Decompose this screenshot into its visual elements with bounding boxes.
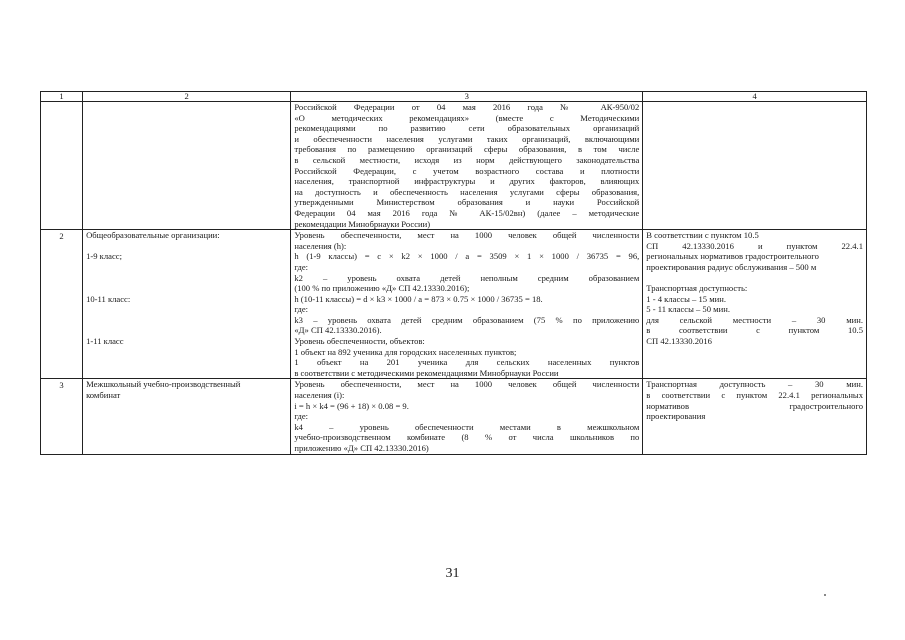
text-line: в сельской местности, исходя из норм действующего законодательства <box>294 154 640 165</box>
text-line: 1 объект на 201 ученика для сельских населенных пунктов <box>294 357 640 368</box>
row1-name-cell <box>83 102 291 230</box>
formula-line: h (1-9 классы) = c × k2 × 1000 / a = 3509 × 1 × 1000 / 36735 = 96, <box>294 251 640 262</box>
grade-1-9-label: 1-9 класс; <box>86 251 122 262</box>
formula-line: i = h × k4 = (96 + 18) × 0.08 = 9. <box>294 400 409 411</box>
text-line: «Д» СП 42.13330.2016). <box>294 325 382 336</box>
note-line: СП 42.13330.2016 <box>646 336 712 347</box>
page-number: 31 <box>445 566 460 581</box>
text-line: Российской Федерации от 04 мая 2016 года № АК-950/02 <box>294 102 640 112</box>
text-line: требования по размещению организаций сферы образования, в том числе <box>294 144 640 155</box>
note-line: в соответствии с пунктом 10.5 <box>646 325 863 336</box>
row2-note-cell <box>643 230 867 379</box>
text-line: где: <box>294 304 309 315</box>
row1-note-cell <box>643 102 867 230</box>
text-line: «О методических рекомендациях» (вместе с Методическими <box>294 112 640 123</box>
org-type-title: Общеобразовательные организации: <box>86 230 220 241</box>
text-line: 1 объект на 892 ученика для городских населенных пунктов; <box>294 346 517 357</box>
note-line: проектирования <box>646 411 706 422</box>
scan-speck <box>824 594 826 596</box>
text-line: Уровень обеспеченности, мест на 1000 человек общей численности <box>294 379 640 390</box>
text-line: (100 % по приложению «Д» СП 42.13330.2016); <box>294 283 470 294</box>
note-line: нормативов градостроительного <box>646 400 863 411</box>
text-line: Федерации 04 мая 2016 года № АК-15/02вн) (далее – методические <box>294 207 640 218</box>
row1-num-cell <box>41 102 83 230</box>
table-header-row <box>41 92 867 102</box>
table-row <box>41 230 867 379</box>
text-line: Российской Федерации, с учетом возрастного состава и плотности <box>294 165 640 176</box>
text-line: рекомендациями по развитию сети образовательных организаций <box>294 123 640 134</box>
row3-note-cell <box>643 379 867 454</box>
text-line: k4 – уровень обеспеченности местами в межшкольном <box>294 421 640 432</box>
text-line: приложению «Д» СП 42.13330.2016) <box>294 443 429 453</box>
row2-name-cell <box>83 230 291 379</box>
note-line: Транспортная доступность: <box>646 283 748 294</box>
text-line: где: <box>294 411 309 422</box>
note-line: В соответствии с пунктом 10.5 <box>646 230 759 241</box>
table-row <box>41 102 867 230</box>
text-line: и обеспеченности населения услугами таких организаций, включающими <box>294 133 640 144</box>
row1-text-cell <box>291 102 643 230</box>
text-line: населения, транспортной инфраструктуры и других факторов, влияющих <box>294 176 640 187</box>
grade-1-11-label: 1-11 класс <box>86 336 124 347</box>
text-line: k3 – уровень охвата детей средним образованием (75 % по приложению <box>294 314 640 325</box>
note-line: региональных нормативов градостроительного <box>646 251 819 262</box>
text-line: на доступность и обеспеченность населения услугами сферы образования, <box>294 186 640 197</box>
row3-name-cell <box>83 379 291 454</box>
text-line: k2 – уровень охвата детей неполным средним образованием <box>294 272 640 283</box>
header-col-3: 3 <box>291 92 643 102</box>
text-line: утвержденными Министерством образования и науки Российской <box>294 197 640 208</box>
text-line: учебно-производственном комбинате (8 % от числа школьников по <box>294 432 640 443</box>
text-line: Уровень обеспеченности, мест на 1000 человек общей численности <box>294 230 640 241</box>
header-col-1: 1 <box>41 92 83 102</box>
note-line: проектирования радиус обслуживания – 500 м <box>646 261 817 272</box>
note-line: 1 - 4 классы – 15 мин. <box>646 293 726 304</box>
text-line: населения (h): <box>294 240 347 251</box>
row3-text-cell <box>291 379 643 454</box>
row2-text-cell <box>291 230 643 379</box>
org-type-title: комбинат <box>86 390 121 401</box>
org-type-title: Межшкольный учебно-производственный <box>86 379 241 390</box>
text-line: рекомендации Минобрнауки России) <box>294 218 431 229</box>
header-col-4: 4 <box>643 92 867 102</box>
text-line: где: <box>294 261 309 272</box>
text-line: в соответствии с методическими рекомендациями Минобрнауки России <box>294 367 559 378</box>
header-col-2: 2 <box>83 92 291 102</box>
row2-num-cell: 2 <box>41 230 83 379</box>
grade-10-11-label: 10-11 класс: <box>86 293 131 304</box>
note-line: для сельской местности – 30 мин. <box>646 314 863 325</box>
note-line: 5 - 11 классы – 50 мин. <box>646 304 730 315</box>
text-line: населения (i): <box>294 390 345 401</box>
standards-table <box>40 91 867 455</box>
text-line: Уровень обеспеченности, объектов: <box>294 336 425 347</box>
note-line: СП 42.13330.2016 и пунктом 22.4.1 <box>646 240 863 251</box>
note-line: Транспортная доступность – 30 мин. <box>646 379 863 390</box>
formula-line: h (10-11 классы) = d × k3 × 1000 / a = 873 × 0.75 × 1000 / 36735 = 18. <box>294 293 543 304</box>
note-line: в соответствии с пунктом 22.4.1 региональных <box>646 390 863 401</box>
table-row <box>41 379 867 454</box>
row3-num-cell: 3 <box>41 379 83 454</box>
